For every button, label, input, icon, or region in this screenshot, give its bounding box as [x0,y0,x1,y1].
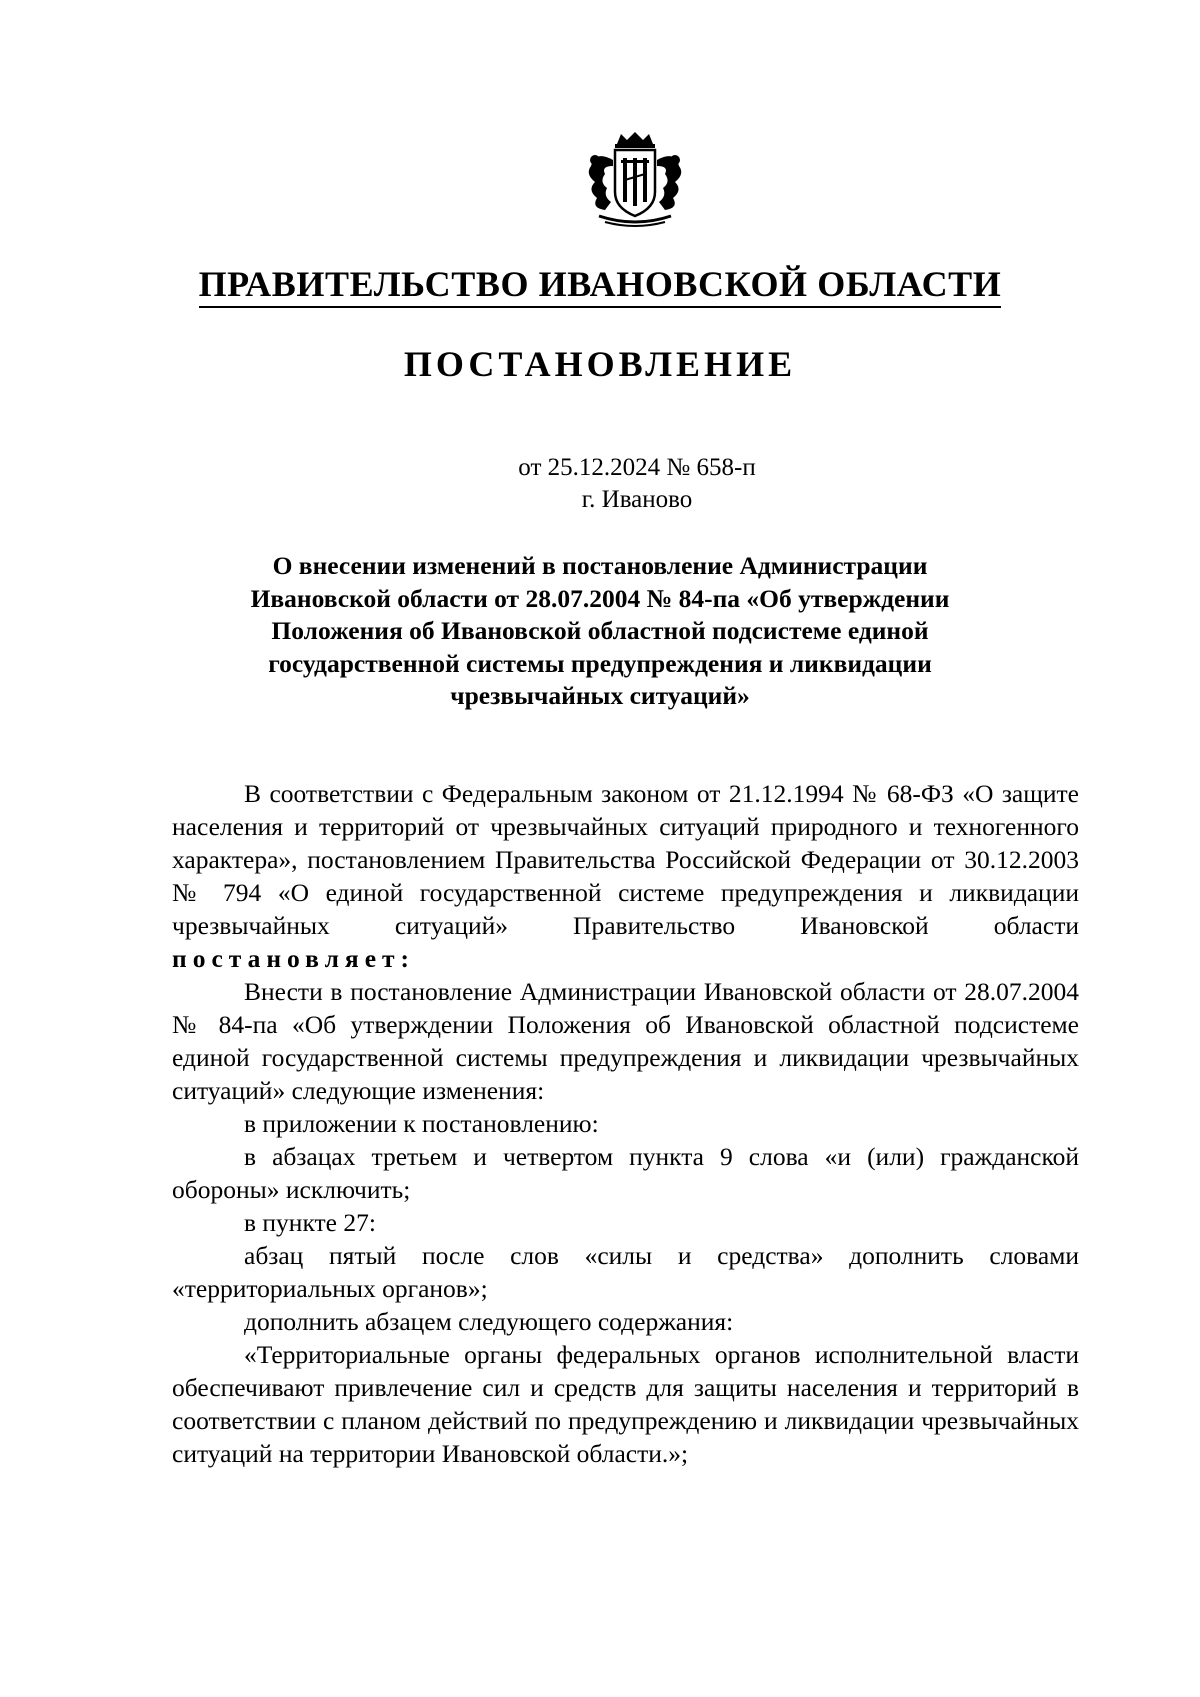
paragraph: дополнить абзацем следующего содержания: [244,1307,734,1336]
date-number: от 25.12.2024 № 658-п [518,454,756,481]
subject-line: Положения об Ивановской областной подсистеме единой [271,616,929,645]
paragraph: абзац пятый после слов «силы и средства» дополнить словами «территориальных органов»; [172,1241,1079,1303]
preamble-text: В соответствии с Федеральным законом от 21.12.1994 № 68-ФЗ «О защите населения и территорий от чрезвычайных ситуаций природного и техногенного характера», постановлением Правительства Российской Федерации от 30.12.2003 № 794 «О единой государственной системе предупреждения и ликвидации чрезвычайных ситуаций» Правительство Ивановской области [172,779,1079,940]
paragraph: в абзацах третьем и четвертом пункта 9 слова «и (или) гражданской обороны» исключить; [172,1142,1079,1204]
ivanovo-oblast-coat-of-arms-icon [565,130,705,230]
document-subject [200,550,1000,713]
city: г. Иваново [581,486,693,513]
subject-line: Ивановской области от 28.07.2004 № 84-па «Об утверждении [250,583,950,613]
paragraph: в пункте 27: [244,1208,376,1237]
government-title-text: ПРАВИТЕЛЬСТВО ИВАНОВСКОЙ ОБЛАСТИ [199,264,1002,308]
subject-line: чрезвычайных ситуаций» [450,681,750,710]
government-title [0,266,1200,302]
paragraph: Внести в постановление Администрации Ивановской области от 28.07.2004 № 84-па «Об утверждении Положения об Ивановской областной подсистеме единой государственной системы предупреждения и ликвидации чрезвычайных ситуаций» следующие изменения: [172,977,1079,1105]
subject-line: О внесении изменений в постановление Администрации [272,551,928,580]
document-meta [0,452,1200,516]
resolves-word: постановляет: [172,944,416,973]
subject-line: государственной системы предупреждения и ликвидации [268,648,932,678]
document-body [172,777,1079,1470]
paragraph: в приложении к постановлению: [244,1109,599,1138]
document-type-heading: ПОСТАНОВЛЕНИЕ [403,344,797,384]
paragraph-preamble [172,777,1079,975]
paragraph: «Территориальные органы федеральных органов исполнительной власти обеспечивают привлечение сил и средств для защиты населения и территорий в соответствии с планом действий по предупреждению и ликвидации чрезвычайных ситуаций на территории Ивановской области.»; [172,1340,1079,1468]
